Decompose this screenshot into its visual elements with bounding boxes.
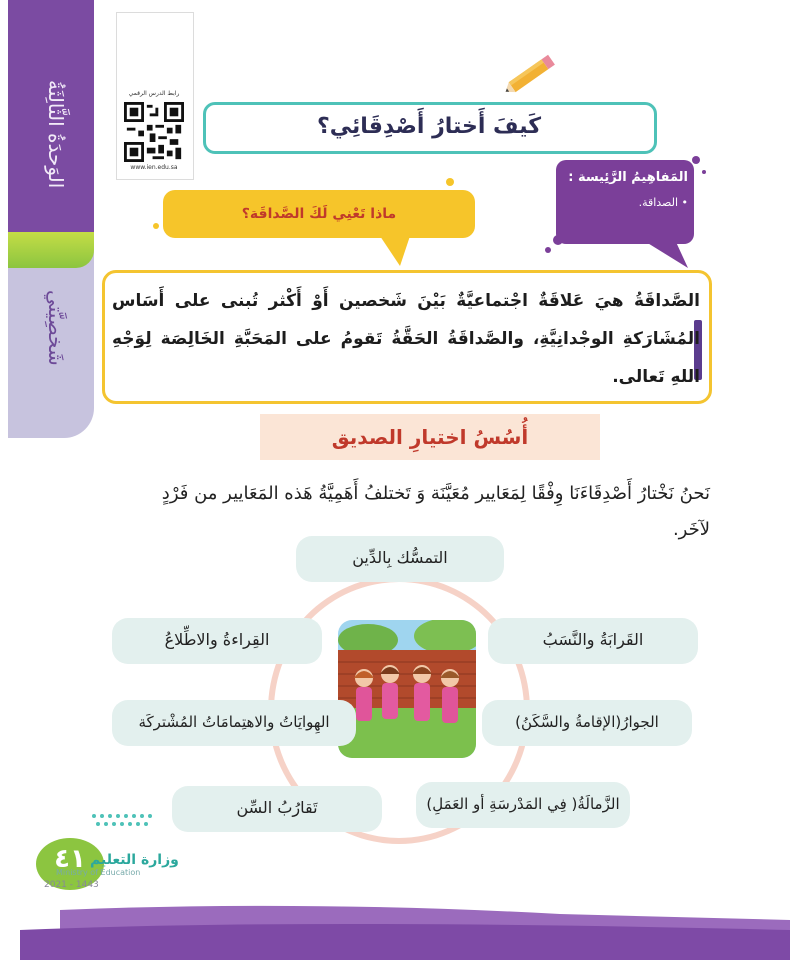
concepts-title: المَفاهِيمُ الرَّئِيسة : (568, 170, 688, 185)
criterion-colleagues: الزَّمالَةُ( فِي المَدْرسَةِ أو العَمَلِ) (416, 782, 630, 828)
side-tab-green-stripe (8, 232, 94, 268)
criterion-hobbies: الهِوايَاتُ والاهتِمامَاتُ المُشْتركَة (112, 700, 356, 746)
qr-code-icon[interactable] (124, 102, 184, 162)
foundations-title: أُسُسُ اختيارِ الصديق (331, 425, 529, 449)
edition-year: 2021 - 1443 (44, 880, 99, 890)
pencil-icon (500, 48, 562, 100)
unit-label: الوَحدَةُ الثَّالِثَةُ (44, 80, 68, 189)
ministry-logo-icon (88, 810, 188, 840)
page-number: ٤١ (54, 844, 86, 874)
criterion-kinship: القَرابَةُ والنَّسَبُ (488, 618, 698, 664)
concepts-item: • الصداقة. (638, 196, 688, 209)
criterion-age: تَقارُبُ السِّن (172, 786, 382, 832)
criterion-neighborhood: الجوارُ(الإقامةُ والسَّكَنُ) (482, 700, 692, 746)
definition-text: الصَّداقَةُ هيَ عَلاقَةٌ اجْتماعيَّةٌ بَيْنَ شَخصين أَوْ أَكْثر تُبنى على أَسَاس المُشَارَكةِ الوجْدانِيَّةِ، والصَّداقَةُ الحَقَّةُ تَقومُ على المَحَبَّةِ الخَالِصَة لِوَجْهِ اللهِ تَعالى. (112, 291, 700, 387)
footer-wave (0, 890, 800, 960)
question-text: ماذا تَعْنِي لَكَ الصَّداقَة؟ (241, 206, 397, 222)
criterion-reading: القِراءةُ والاطِّلاعُ (112, 618, 322, 664)
qr-url[interactable]: www.ien.edu.sa (130, 164, 178, 171)
subject-label: شَخصِيَّتي (44, 290, 68, 366)
qr-label: رابط الدرس الرقمي (128, 90, 180, 97)
ministry-name: وزارة التعليم (90, 852, 179, 868)
lesson-title: كَيفَ أَختارُ أَصْدِقَائِي؟ (316, 114, 542, 139)
foundations-intro: نَحنُ نَخْتارُ أَصْدِقَاءَنَا وِفْقًا لِمَعَايير مُعَيَّنَة وَ تَختلفُ أَهَمِيَّةُ هَذه المَعَايير من فَرْدٍ لآخَر. (161, 483, 710, 540)
ministry-name-en: Ministry of Education (56, 868, 141, 877)
girls-illustration (338, 620, 476, 758)
criterion-religion: التمسُّك بِالدِّين (296, 536, 504, 582)
